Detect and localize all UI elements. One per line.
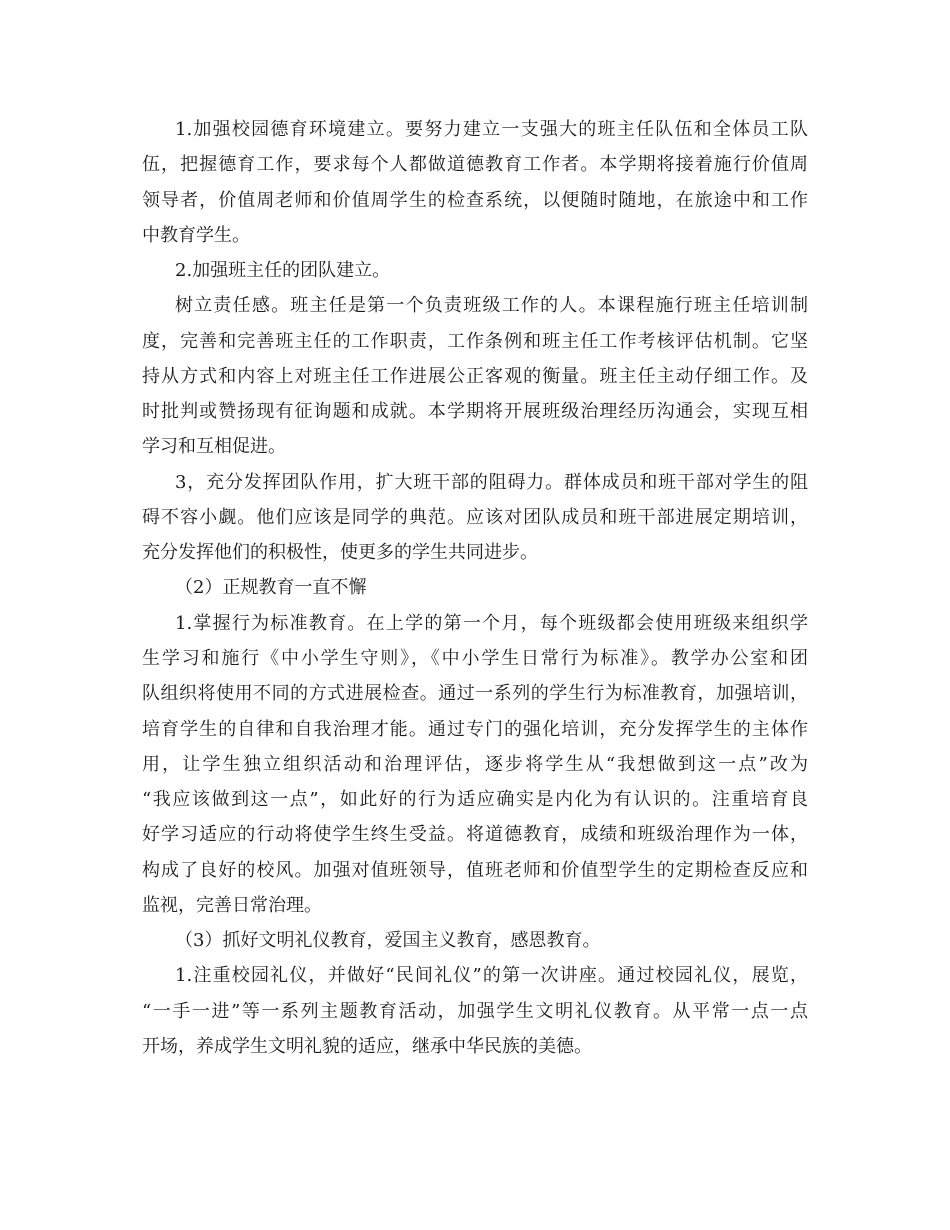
text-line: 度，完善和完善班主任的工作职责，工作条例和班主任工作考核评估机制。它坚: [142, 330, 808, 352]
text-line: “我应该做到这一点”，如此好的行为适应确实是内化为有认识的。注重培育良: [142, 789, 808, 811]
document-body: [0, 112, 950, 1064]
text-line: 1.注重校园礼仪，并做好“民间礼仪”的第一次讲座。通过校园礼仪，展览，: [175, 965, 808, 987]
text-line: 树立责任感。班主任是第一个负责班级工作的人。本课程施行班主任培训制: [175, 295, 808, 317]
text-line: 1.加强校园德育环境建立。要努力建立一支强大的班主任队伍和全体员工队: [175, 119, 808, 140]
paragraph-team-role: [0, 465, 950, 571]
section-heading-2: [0, 570, 950, 605]
text-line: 持从方式和内容上对班主任工作进展公正客观的衡量。班主任主动仔细工作。及: [142, 365, 808, 387]
paragraph-school-moral-environment: [0, 112, 950, 253]
text-line: 生学习和施行《中小学生守则》，《中小学生日常行为标准》。教学办公室和团: [142, 647, 808, 669]
paragraph-etiquette: [0, 958, 950, 1064]
paragraph-behavior-standards: [0, 606, 950, 923]
paragraph-responsibility: [0, 288, 950, 464]
text-line: 用，让学生独立组织活动和治理评估，逐步将学生从“我想做到这一点”改为: [142, 753, 808, 775]
text-line: 时批判或赞扬现有征询题和成就。本学期将开展班级治理经历沟通会，实现互相: [142, 401, 808, 423]
text-line: 开场，养成学生文明礼貌的适应，继承中华民族的美德。: [142, 1035, 592, 1057]
text-line: “一手一进”等一系列主题教育活动，加强学生文明礼仪教育。从平常一点一点: [142, 1000, 808, 1022]
text-line: 队组织将使用不同的方式进展检查。通过一系列的学生行为标准教育，加强培训，: [142, 683, 808, 705]
text-line: 培育学生的自律和自我治理才能。通过专门的强化培训，充分发挥学生的主体作: [142, 718, 808, 740]
text-line: 中教育学生。: [142, 224, 250, 246]
section-heading-3: [0, 923, 950, 958]
text-line: 碍不容小觑。他们应该是同学的典范。应该对团队成员和班干部进展定期培训，: [142, 506, 808, 528]
text-line: 充分发挥他们的积极性，使更多的学生共同进步。: [142, 542, 538, 564]
text-line: 伍，把握德育工作，要求每个人都做道德教育工作者。本学期将接着施行价值周: [142, 154, 808, 176]
text-line: （3）抓好文明礼仪教育，爱国主义教育，感恩教育。: [175, 930, 601, 952]
text-line: 构成了良好的校风。加强对值班领导，值班老师和价值型学生的定期检查反应和: [142, 859, 808, 881]
text-line: 1.掌握行为标准教育。在上学的第一个月，每个班级都会使用班级来组织学: [175, 612, 808, 634]
text-line: 3，充分发挥团队作用，扩大班干部的阻碍力。群体成员和班干部对学生的阻: [175, 471, 808, 493]
text-line: 2.加强班主任的团队建立。: [175, 260, 391, 282]
text-line: 学习和互相促进。: [142, 436, 286, 458]
text-line: 好学习适应的行动将使学生终生受益。将道德教育，成绩和班级治理作为一体，: [142, 824, 808, 846]
text-line: 领导者，价值周老师和价值周学生的检查系统，以便随时随地，在旅途中和工作: [142, 189, 808, 211]
text-line: （2）正规教育一直不懈: [175, 577, 367, 599]
paragraph-heading-team-building: [0, 253, 950, 288]
text-line: 监视，完善日常治理。: [142, 894, 322, 916]
